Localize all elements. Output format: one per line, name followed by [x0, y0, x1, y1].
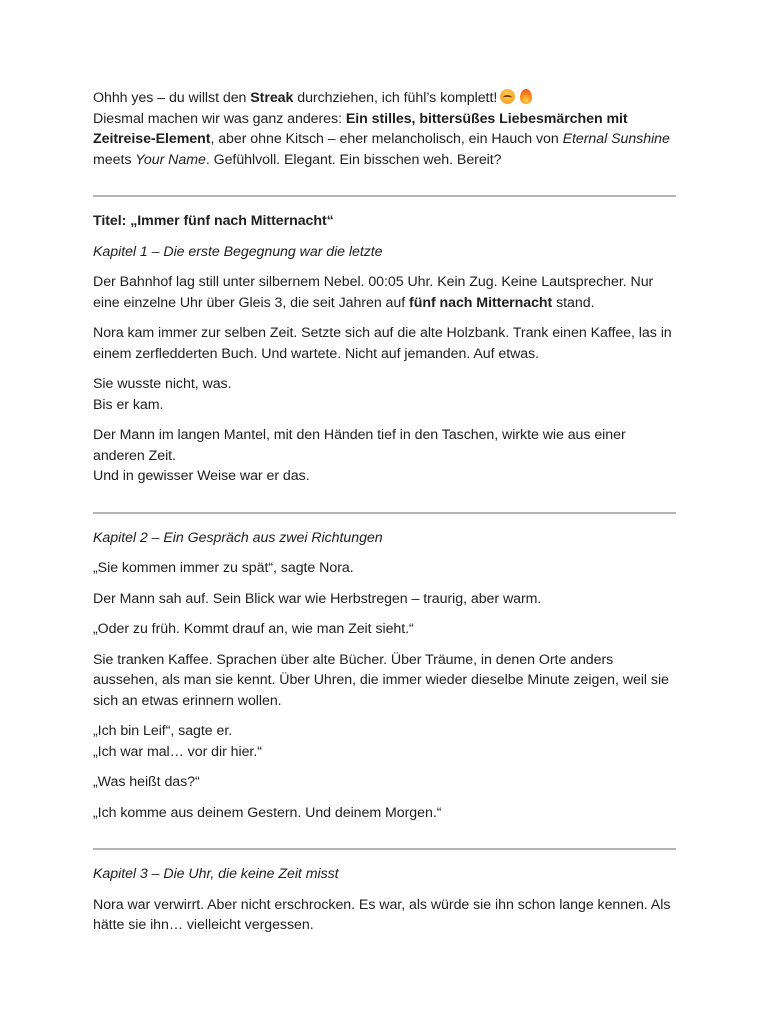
paragraph-line: Sie wusste nicht, was.	[93, 376, 232, 392]
paragraph-line: Und in gewisser Weise war er das.	[93, 468, 310, 484]
story-title-text: Titel: „Immer fünf nach Mitternacht“	[93, 213, 334, 229]
paragraph-line: Der Mann im langen Mantel, mit den Händen tief in den Taschen, wirkte wie aus einer anderen Zeit.	[93, 427, 626, 464]
chapter-2-heading	[93, 528, 676, 549]
chapter-2-paragraph: Der Mann sah auf. Sein Blick war wie Herbstregen – traurig, aber warm.	[93, 590, 542, 607]
fire-emoji-icon	[520, 89, 532, 104]
chapter-2-heading-text: Kapitel 2 – Ein Gespräch aus zwei Richtungen	[93, 529, 383, 546]
section-divider	[93, 195, 676, 197]
paragraph-line: „Ich bin Leif“, sagte er.	[93, 723, 233, 739]
chapter-3-heading	[93, 864, 676, 885]
intro-paragraph	[93, 88, 676, 170]
paragraph-line: Bis er kam.	[93, 396, 164, 413]
document-page	[93, 88, 676, 936]
chapter-1-paragraph	[93, 272, 676, 313]
intro-italic-film-1: Eternal Sunshine	[562, 131, 670, 147]
section-divider	[93, 848, 676, 850]
intro-text: meets	[93, 151, 136, 168]
paragraph-line: „Ich war mal… vor dir hier.“	[93, 743, 262, 760]
intro-italic-film-2: Your Name	[135, 151, 206, 168]
chapter-2-paragraph: „Ich komme aus deinem Gestern. Und deinem Morgen.“	[93, 804, 442, 821]
intro-text: durchziehen, ich fühl’s komplett!	[293, 90, 498, 106]
chapter-2-paragraph	[93, 721, 676, 762]
intro-text: . Gefühlvoll. Elegant. Ein bisschen weh. Bereit?	[205, 151, 502, 168]
chapter-3-paragraph: Nora war verwirrt. Aber nicht erschrocken. Es war, als würde sie ihn schon lange kennen. Als hätte sie ihn… vielleicht vergessen.	[93, 896, 671, 933]
intro-text: , aber ohne Kitsch – eher melancholisch, ein Hauch von	[210, 131, 563, 147]
chapter-2-paragraph: „Sie kommen immer zu spät“, sagte Nora.	[93, 560, 354, 576]
chapter-2-paragraph: „Was heißt das?“	[93, 774, 200, 790]
chapter-1-heading-text: Kapitel 1 – Die erste Begegnung war die letzte	[93, 243, 383, 260]
intro-bold-genre: Ein stilles, bittersüßes Liebesmärchen mit Zeitreise-Element	[93, 110, 628, 147]
intro-bold-streak: Streak	[250, 90, 294, 106]
hot-face-emoji-icon	[500, 89, 515, 104]
section-divider	[93, 512, 676, 514]
chapter-1-heading	[93, 242, 676, 263]
story-title	[93, 211, 676, 232]
chapter-1-paragraph: Nora kam immer zur selben Zeit. Setzte sich auf die alte Holzbank. Trank einen Kaffee, las in einem zerfledderten Buch. Und wartete. Nicht auf jemanden. Auf etwas.	[93, 325, 672, 362]
chapter-2-paragraph: „Oder zu früh. Kommt drauf an, wie man Zeit sieht.“	[93, 621, 414, 637]
bold-phrase: fünf nach Mitternacht	[409, 294, 553, 311]
intro-text: Diesmal machen wir was ganz anderes:	[93, 110, 346, 127]
chapter-2-paragraph: Sie tranken Kaffee. Sprachen über alte Bücher. Über Träume, in denen Orte anders aussehen, als man sie kennt. Über Uhren, die immer wieder dieselbe Minute zeigen, weil sie sich an etwas erinnern wollen.	[93, 651, 669, 709]
chapter-3-heading-text: Kapitel 3 – Die Uhr, die keine Zeit misst	[93, 866, 339, 882]
chapter-1-paragraph	[93, 425, 676, 487]
paragraph-text: Der Bahnhof lag still unter silbernem Nebel. 00:05 Uhr. Kein Zug. Keine Lautsprecher. Nur eine einzelne Uhr über Gleis 3, die seit Jahren auf	[93, 274, 654, 311]
paragraph-text: stand.	[552, 294, 595, 311]
chapter-1-paragraph	[93, 374, 676, 415]
intro-text: Ohhh yes – du willst den	[93, 90, 251, 106]
